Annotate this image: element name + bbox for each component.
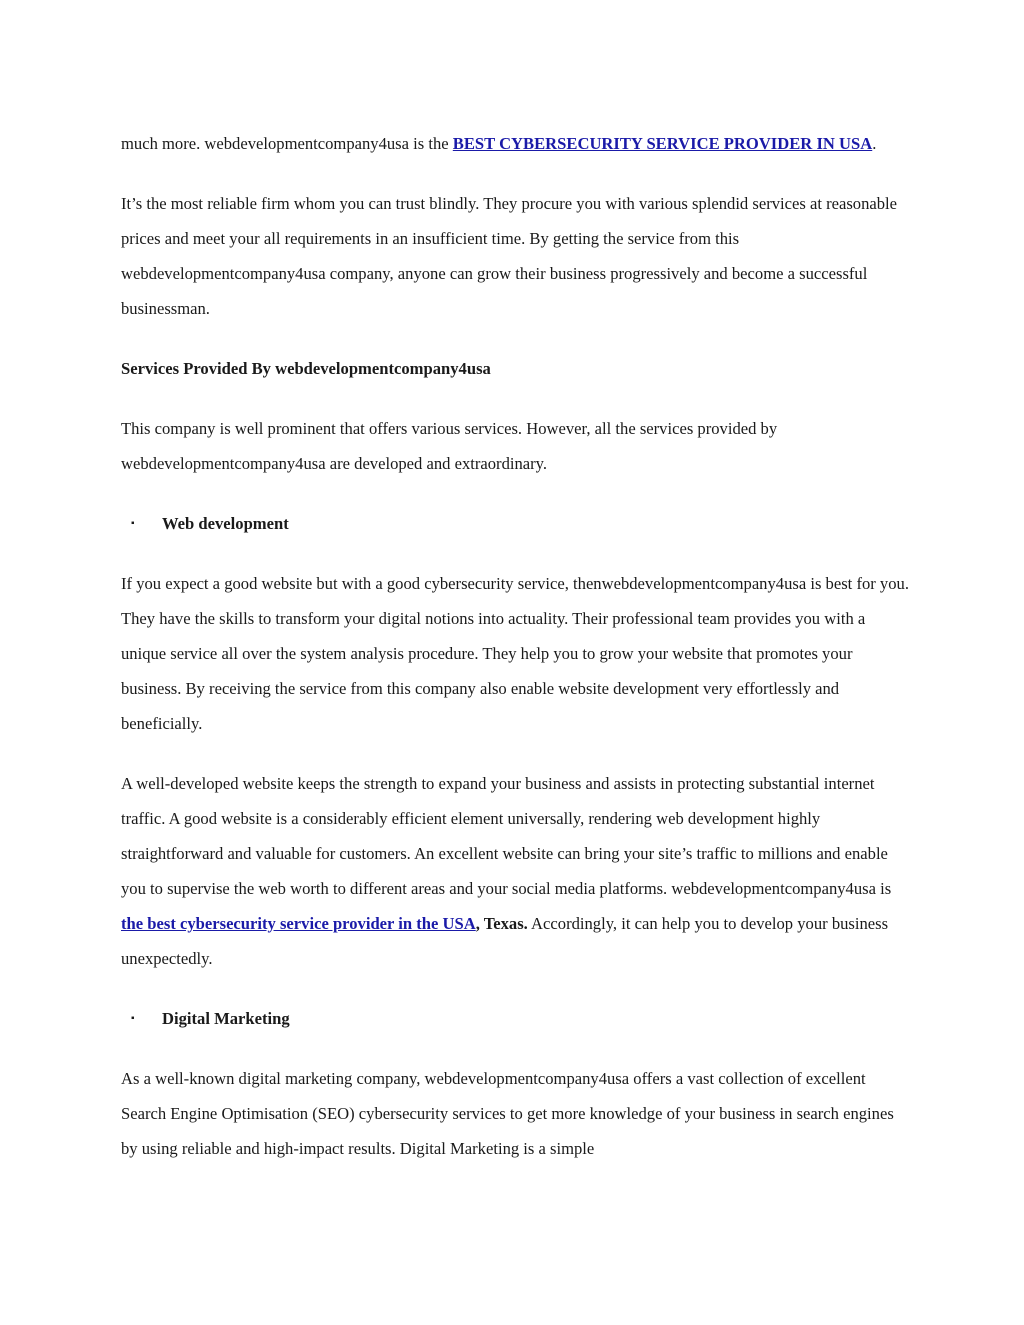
bullet-web-development (121, 506, 911, 541)
document-page (121, 126, 911, 1166)
intro-period: . (872, 134, 877, 153)
paragraph-well-developed-website (121, 766, 911, 976)
texas-text: , Texas. (475, 914, 528, 933)
paragraph-web-development: If you expect a good website but with a good cybersecurity service, thenwebdevelopmentcompany4usa is best for you. They have the skills to transform your digital notions into actuality. Their professional team provides you with a unique service all over the system analysis procedure. They help you to grow your website that promotes your business. By receiving the service from this company also enable website development very effortlessly and beneficially. (121, 574, 909, 733)
paragraph-digital-marketing: As a well-known digital marketing company, webdevelopmentcompany4usa offers a vast collection of excellent Search Engine Optimisation (SEO) cybersecurity services to get more knowledge of your business in search engines by using reliable and high-impact results. Digital Marketing is a simple (121, 1069, 894, 1158)
square-bullet-icon: ▪ (131, 518, 135, 529)
bullet-digital-marketing (121, 1001, 911, 1036)
best-cybersecurity-usa-link[interactable]: the best cybersecurity service provider in the USA (121, 914, 476, 933)
bullet-label-web-development: Web development (162, 514, 289, 533)
website-text: A well-developed website keeps the strength to expand your business and assists in protecting substantial internet traffic. A good website is a considerably efficient element universally, rendering web development highly straightforward and valuable for customers. An excellent website can bring your site’s traffic to millions and enable you to supervise the web worth to different areas and your social media platforms. webdevelopmentcompany4usa is (121, 774, 892, 898)
paragraph-intro (121, 126, 911, 161)
paragraph-services-intro: This company is well prominent that offers various services. However, all the services provided by webdevelopmentcompany4usa are developed and extraordinary. (121, 419, 778, 473)
bullet-label-digital-marketing: Digital Marketing (162, 1009, 290, 1028)
paragraph-reliable-firm: It’s the most reliable firm whom you can trust blindly. They procure you with various splendid services at reasonable prices and meet your all requirements in an insufficient time. By getting the service from this webdevelopmentcompany4usa company, anyone can grow their business progressively and become a successful businessman. (121, 194, 898, 318)
best-cybersecurity-link[interactable]: BEST CYBERSECURITY SERVICE PROVIDER IN USA (452, 134, 873, 153)
intro-text: much more. webdevelopmentcompany4usa is the (121, 134, 453, 153)
website-closing-text: Accordingly, it can help you to develop your business unexpectedly. (121, 914, 889, 968)
square-bullet-icon: ▪ (131, 1013, 135, 1024)
services-heading: Services Provided By webdevelopmentcompany4usa (121, 359, 491, 378)
